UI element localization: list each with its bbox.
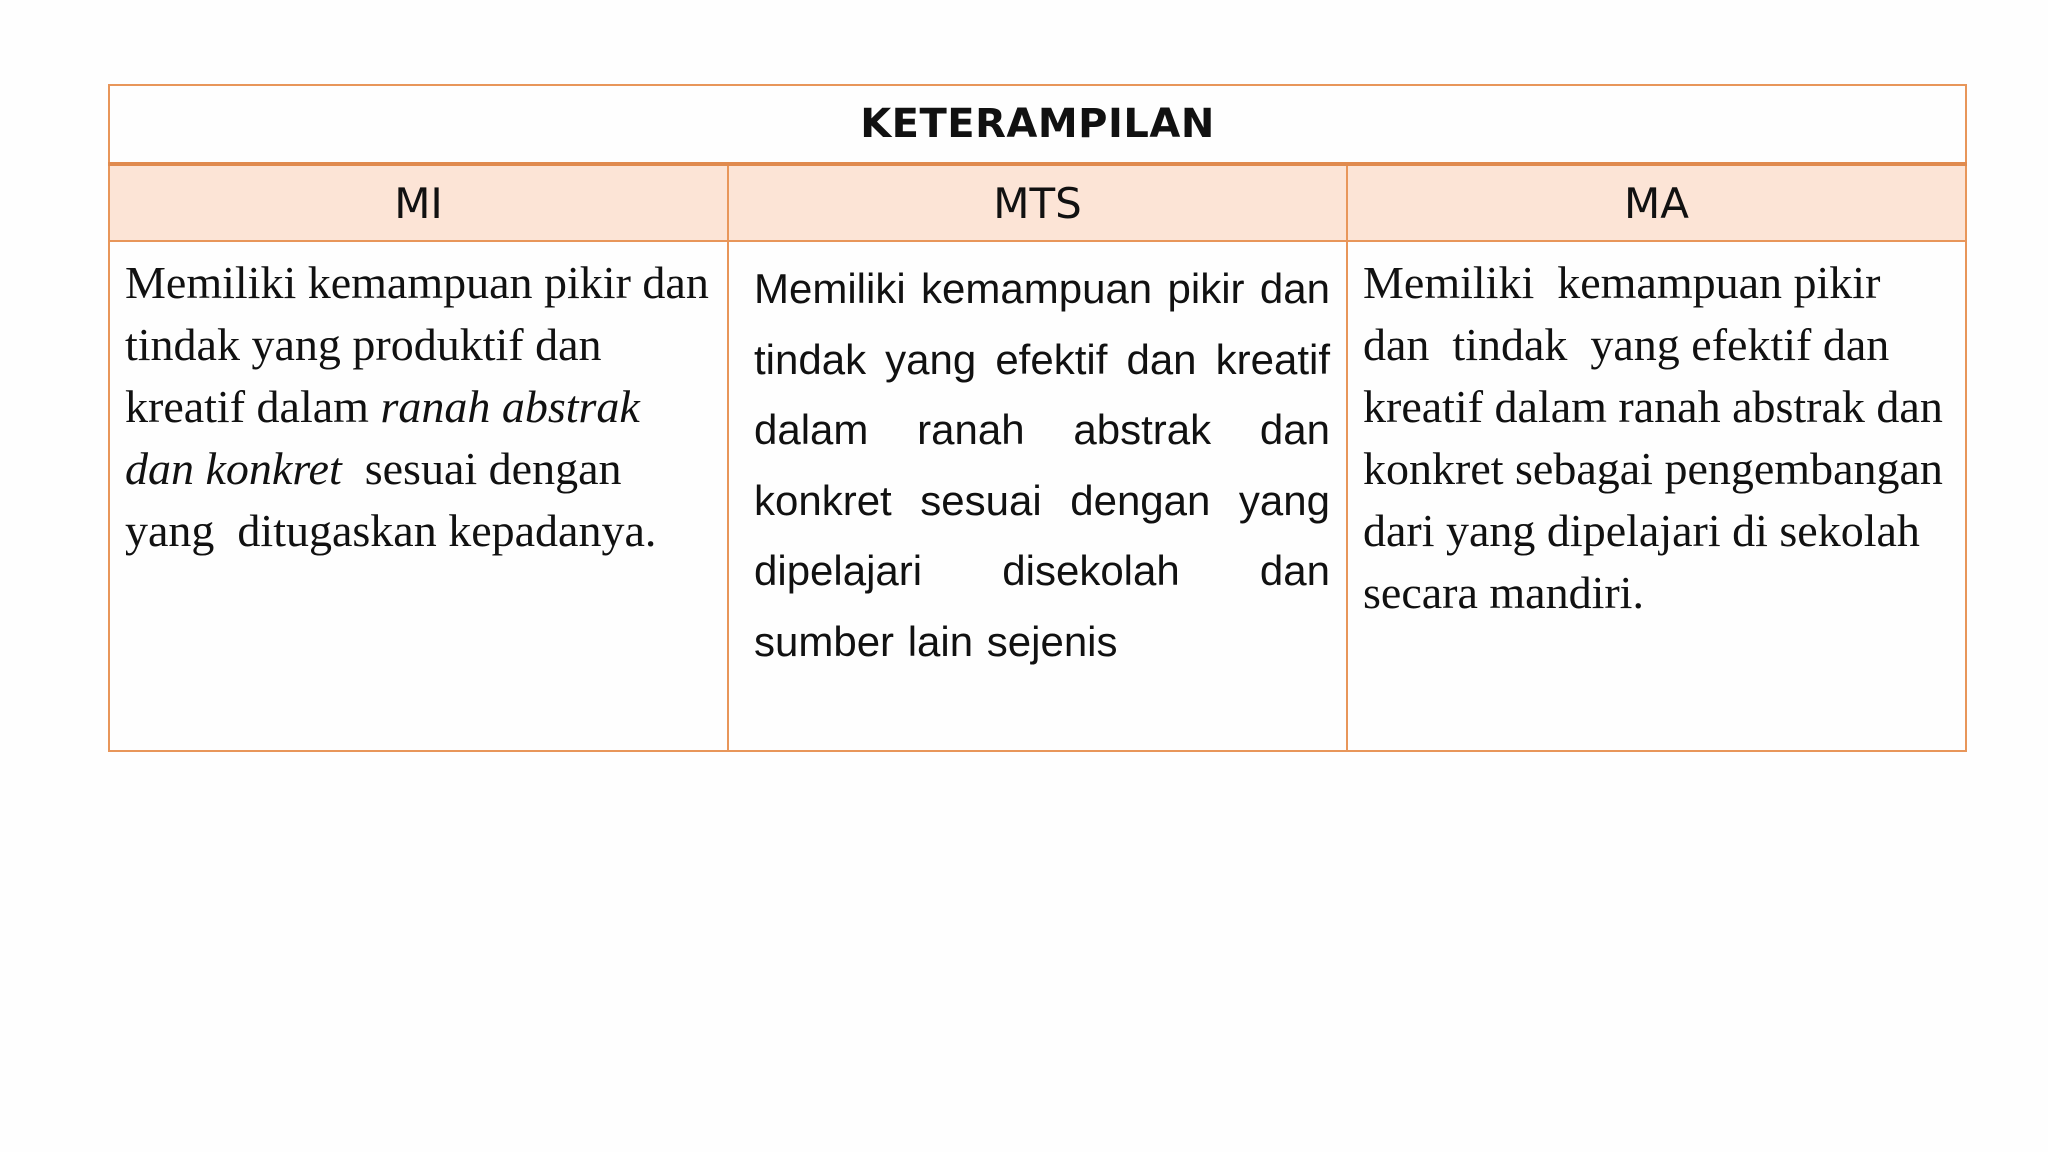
competency-table [108,84,1967,752]
cell-ma [1347,241,1966,751]
mi-text-part1: Memiliki kemampuan pikir dan tindak yang produktif dan kreatif dalam [125,257,709,432]
cell-mts [728,241,1347,751]
mi-description [110,242,727,562]
table-title: KETERAMPILAN [109,85,1966,164]
mts-description: Memiliki kemampuan pikir dan tindak yang efektif dan kreatif dalam ranah abstrak dan konkret sesuai dengan yang dipelajari disekolah dan sumber lain sejenis [754,265,1330,665]
column-header-mi: MI [109,164,728,241]
cell-mi [109,241,728,751]
content-row [109,241,1966,751]
column-header-ma: MA [1347,164,1966,241]
title-row [109,85,1966,164]
mi-text-part2: sesuai dengan yang ditugaskan kepadanya. [125,443,657,556]
column-header-mts: MTS [728,164,1347,241]
mi-text-italic: ranah abstrak dan konkret [125,381,640,494]
header-row [109,164,1966,241]
ma-description: Memiliki kemampuan pikir dan tindak yang efektif dan kreatif dalam ranah abstrak dan konkret sebagai pengembangan dari yang dipelajari di sekolah secara mandiri. [1363,257,1966,618]
